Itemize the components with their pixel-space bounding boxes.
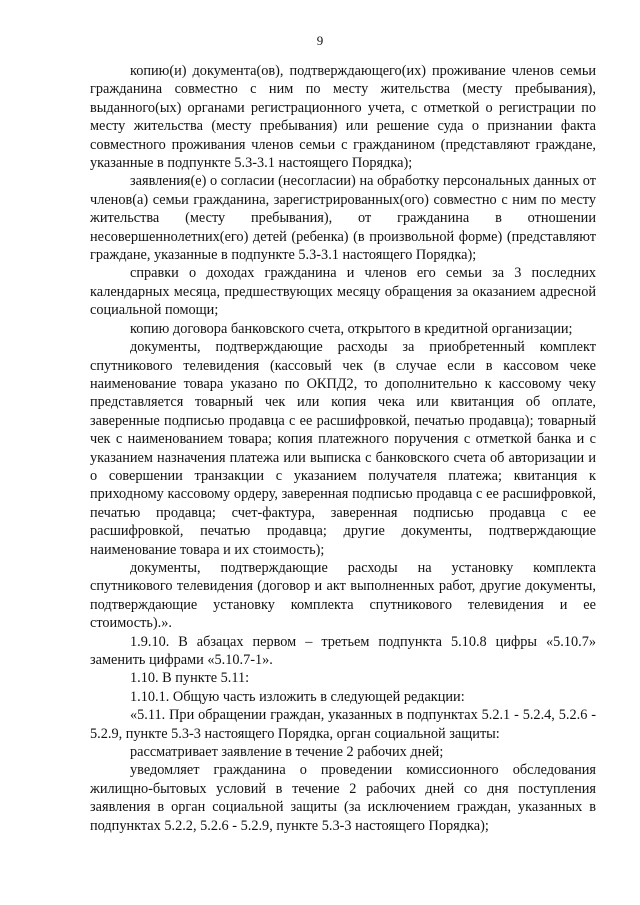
paragraph-family-residence-docs: копию(и) документа(ов), подтверждающего(их) проживание членов семьи гражданина совместно с ним по месту жительства (месту пребывания), выданного(ых) органами регистрационного учета, с отметкой о регистрации по месту жительства (месту пребывания) или решение суда о признании факта совместного проживания членов семьи с гражданином (представляют граждане, указанные в подпункте 5.3-3.1 настоящего Порядка); bbox=[90, 63, 596, 172]
paragraph-1-10-1: 1.10.1. Общую часть изложить в следующей редакции: bbox=[130, 688, 465, 705]
paragraph-review-application: рассматривает заявление в течение 2 рабочих дней; bbox=[130, 744, 444, 761]
paragraph-5-11: «5.11. При обращении граждан, указанных в подпунктах 5.2.1 - 5.2.4, 5.2.6 - 5.2.9, пункте 5.3-3 настоящего Порядка, орган социальной защиты: bbox=[90, 707, 596, 742]
paragraph-bank-account-contract: копию договора банковского счета, открытого в кредитной организации; bbox=[130, 320, 573, 337]
paragraph-satellite-tv-purchase-docs: документы, подтверждающие расходы за приобретенный комплект спутникового телевидения (кассовый чек (в случае если в кассовом чеке наименование товара указано по ОКПД2, то дополнительно к кассовому чеку представляется товарный чек или копия чека или квитанция об оплате, заверенные подписью продавца с ее расшифровкой, печатью продавца); товарный чек с наименованием товара; копия платежного поручения с отметкой банка и с указанием назначения платежа или выписка с банковского счета об авторизации и о совершении транзакции с указанием получателя платежа; квитанция к приходному кассовому ордеру, заверенная подписью продавца с ее расшифровкой, печатью продавца; счет-фактура, заверенная подписью продавца с ее расшифровкой, печатью продавца; другие документы, подтверждающие наименование товара и их стоимость); bbox=[90, 339, 596, 558]
paragraph-notify-inspection: уведомляет гражданина о проведении комиссионного обследования жилищно-бытовых условий в течение 2 рабочих дней со дня поступления заявления в орган социальной защиты (за исключением граждан, указанных в подпунктах 5.2.2, 5.2.6 - 5.2.9, пункте 5.3-3 настоящего Порядка); bbox=[90, 762, 596, 834]
paragraph-1-9-10: 1.9.10. В абзацах первом – третьем подпункта 5.10.8 цифры «5.10.7» заменить цифрами «5.10.7-1». bbox=[90, 633, 596, 668]
paragraph-income-certificates: справки о доходах гражданина и членов его семьи за 3 последних календарных месяца, предшествующих месяцу обращения за оказанием адресной социальной помощи; bbox=[90, 265, 596, 319]
paragraph-satellite-tv-installation-docs: документы, подтверждающие расходы на установку комплекта спутникового телевидения (договор и акт выполненных работ, другие документы, подтверждающие установку комплекта спутникового телевидения и ее стоимость).». bbox=[90, 559, 596, 632]
page-number: 9 bbox=[316, 33, 324, 48]
paragraph-personal-data-consent: заявления(е) о согласии (несогласии) на обработку персональных данных от членов(а) семьи гражданина, зарегистрированных(ого) совместно с ним по месту жительства (месту пребывания), от гражданина в отношении несовершеннолетних(его) детей (ребенка) (в произвольной форме) (представляют граждане, указанные в подпункте 5.3-3.1 настоящего Порядка); bbox=[90, 173, 596, 264]
paragraph-1-10: 1.10. В пункте 5.11: bbox=[130, 670, 250, 687]
document-body bbox=[90, 62, 596, 835]
